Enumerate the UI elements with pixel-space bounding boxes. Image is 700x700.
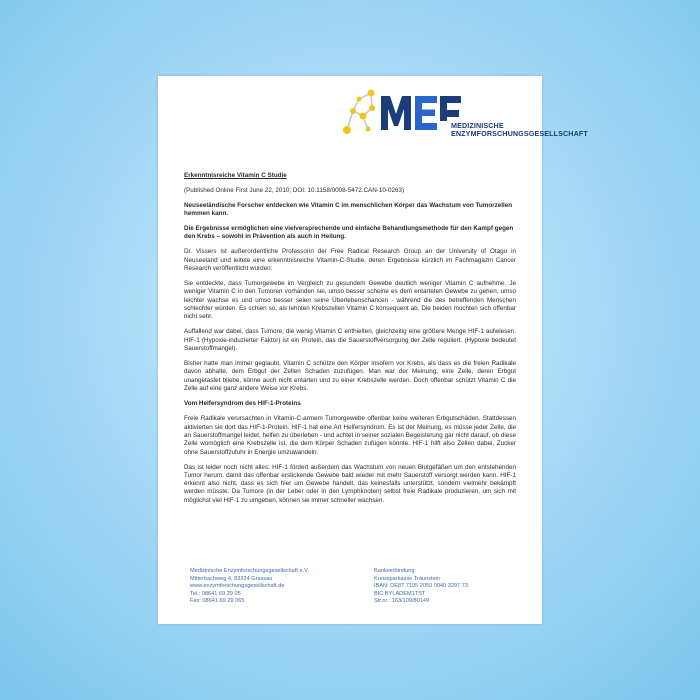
article-body [184, 172, 516, 512]
footer-address [190, 568, 309, 606]
article-title: Erkenntnisreiche Vitamin C Studie [184, 172, 287, 179]
paragraph-1: Dr. Vissers ist außerordentliche Professorin der Free Radical Research Group an der University of Otago in Neuseeland und leitete eine erkenntnisreiche Vitamin-C-Studie, deren Ergebnisse kürzlich im Fachmagazin Cancer Research veröffentlicht wurden: [184, 248, 516, 272]
footer-line: Fax: 08641 69 29 065 [190, 598, 245, 605]
logo-letter-e [415, 96, 437, 130]
logo-tagline: MEDIZINISCHE ENZYMFORSCHUNGSGESELLSCHAFT [451, 121, 588, 139]
mef-logo [341, 84, 588, 140]
paragraph-2: Sie entdeckte, dass Tumorgewebe im Vergleich zu gesundem Gewebe deutlich weniger Vitamin C aufnehme. Je weniger Vitamin C in den Tumoren vorhanden sei, umso besser scheine es dem entarteten Gewebe zu gehen, umso leichter wachse es und umso besser seien seine Überlebenschancen - während die des betreffenden Menschen schlechter würden. Es schien so, als lehnten Krebszellen Vitamin C konsequent ab. Die beiden mochten sich offenbar nicht sehr. [184, 280, 516, 321]
footer-line: Kreissparkasse Traunstein [374, 575, 440, 582]
paragraph-3: Auffallend war dabei, dass Tumore, die wenig Vitamin C enthielten, gleichzeitig eine größere Menge HIF-1 aufwiesen. HIF-1 (Hypoxie-induzierter Faktor) ist ein Protein, das die Sauerstoffversorgung der Zelle reguliert. (Hypoxie bedeutet Sauerstoffmangel). [184, 328, 516, 352]
footer-line: Mitterbachweg 4, 83224 Grassau [190, 575, 273, 582]
footer-line: www.enzymforschungsgesellschaft.de [190, 583, 285, 590]
footer-line: Tel.: 08641 69 29 05 [190, 590, 241, 597]
footer-line: BIC BYLADEM1TST [374, 590, 426, 597]
document-page [158, 76, 588, 624]
logo-letter-f [440, 96, 461, 121]
footer-line: Str.nr.: 163/109/80149 [374, 598, 430, 605]
footer-line: Bankverbindung: [374, 568, 416, 574]
paragraph-6: Das ist leider noch nicht alles: HIF-1 fördert außerdem das Wachstum von neuen Blutgefäßen um den entstehenden Tumor herum, damit das offenbar erstickende Gewebe bald wieder mit mehr Sauerstoff versorgt werden kann. HIF-1 erkennt also nicht, dass es sich hier um Gewebe handelt, das keinesfalls unterstützt, sondern vielmehr bekämpft werden müsste. Da Tumore (in der Leber oder in den Lymphknoten) selbst freie Radikale produzieren, um sich mit möglichst viel HIF-1 zu umgeben, können sie immer schneller wachsen. [184, 463, 516, 504]
section-heading: Vom Helfersyndrom des HIF-1-Proteins [184, 400, 301, 408]
paragraph-4: Bisher hatte man immer geglaubt, Vitamin C schütze den Körper insofern vor Krebs, als dass es die freien Radikale davon abhalte, dem Erbgut der Zellen Schaden zuzufügen. Man war der Meinung, eine Zelle, deren Erbgut unangetastet bliebe, könne auch nicht entarten und zu einer Krebszelle werden. Doch offenbar schützt Vitamin C die Zelle auf eine ganz andere Weise vor Krebs. [184, 360, 516, 392]
paragraph-5: Freie Radikale verursachten in Vitamin-C-armem Tumorgewebe offenbar keine weiteren Erbgutschäden. Stattdessen aktivierten sie dort das HIF-1-Protein. HIF-1 hat eine Art Helfersyndrom. Es ist der Meinung, es müsse jeder Zelle, die an Sauerstoffmangel leidet, helfen zu überleben - und achtet in seiner sozialen Begeisterung gar nicht darauf, ob diese Zelle womöglich eine Krebszelle ist, die dem Körper Schaden zufügen könnte. HIF-1 hilft also Zellen dabei, Zucker ohne Sauerstoffzufuhr in Energie umzuwandeln. [184, 415, 516, 456]
lead-paragraph-1: Neuseeländische Forscher entdecken wie Vitamin C im menschlichen Körper das Wachstum von Tumorzellen hemmen kann. [184, 201, 513, 217]
publication-note: (Published Online First June 22, 2010; DOI: 10.1158/0008-5472.CAN-10-0263) [184, 187, 405, 195]
lead-paragraph-2: Die Ergebnisse ermöglichen eine vielversprechende und einfache Behandlungsmethode für den Kampf gegen den Krebs – sowohl in Prävention als auch in Heilung. [184, 224, 514, 241]
footer-line: Medizinische Enzymforschungsgesellschaft e.V. [190, 568, 309, 574]
footer-line: IBAN: DE87 7105 2050 0040 3297 73 [374, 583, 468, 590]
logo-letter-m [381, 96, 411, 130]
footer-bank-details [374, 568, 468, 606]
